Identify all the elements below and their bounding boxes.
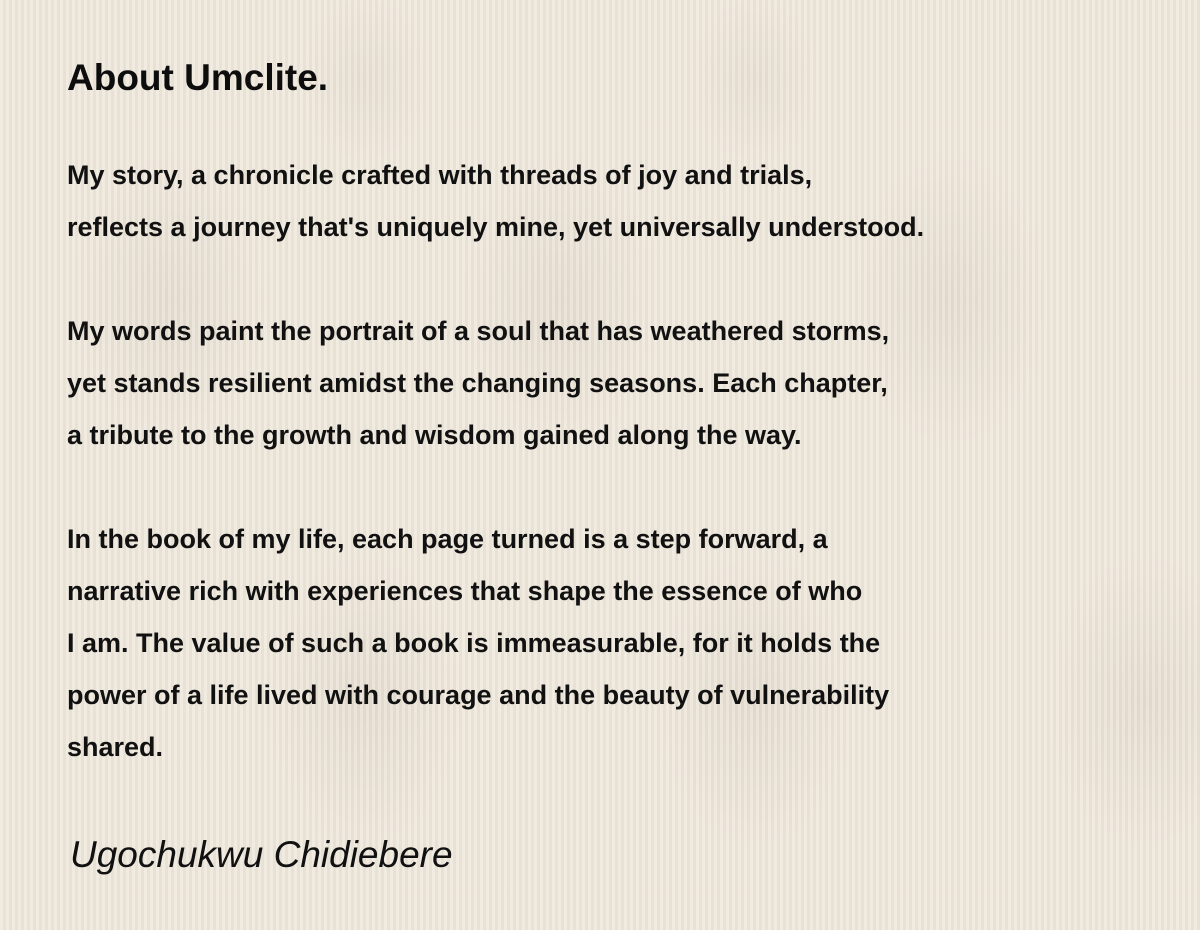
stanza-2 [67, 305, 1167, 461]
poem-line: My words paint the portrait of a soul that has weathered storms, [67, 316, 890, 346]
poem-line: My story, a chronicle crafted with threads of joy and trials, [67, 160, 813, 190]
poem-line: reflects a journey that's uniquely mine, yet universally understood. [67, 212, 925, 242]
poem-line: In the book of my life, each page turned is a step forward, a [67, 524, 828, 554]
poem-body [67, 149, 1167, 825]
poem-line: power of a life lived with courage and the beauty of vulnerability [67, 680, 890, 710]
poem-line: narrative rich with experiences that shape the essence of who [67, 576, 863, 606]
poem-title: About Umclite. [67, 57, 329, 98]
stanza-1 [67, 149, 1167, 253]
poem-line: I am. The value of such a book is immeasurable, for it holds the [67, 628, 881, 658]
poem-line: yet stands resilient amidst the changing seasons. Each chapter, [67, 368, 888, 398]
stanza-3 [67, 513, 1167, 773]
poem-author: Ugochukwu Chidiebere [70, 834, 453, 875]
poem-line: shared. [67, 732, 164, 762]
poem-line: a tribute to the growth and wisdom gained along the way. [67, 420, 802, 450]
